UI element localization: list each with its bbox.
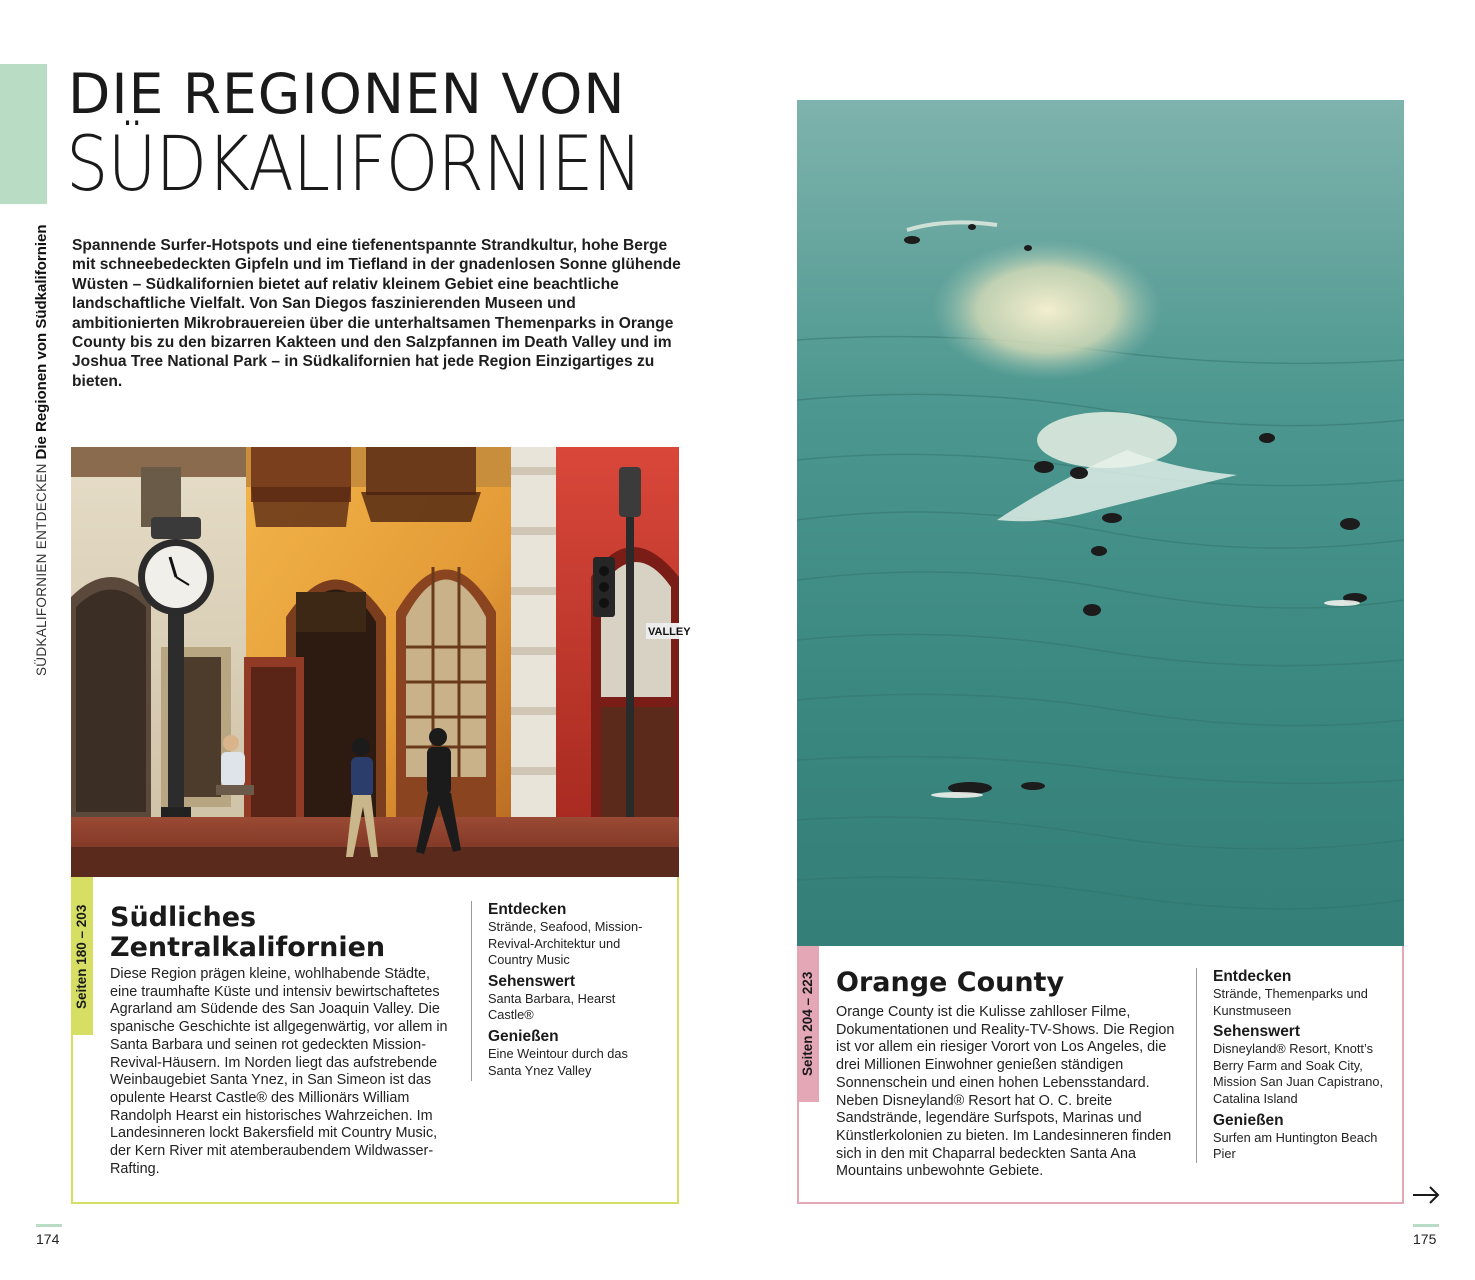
next-page-arrow-icon[interactable]	[1411, 1184, 1441, 1206]
geniessen-heading: Genießen	[1213, 1111, 1284, 1129]
sehenswert-text: Santa Barbara, Hearst Castle®	[488, 990, 616, 1023]
side-running-header	[33, 196, 53, 676]
entdecken-text: Strände, Seafood, Mission-Revival-Architektur und Country Music	[488, 919, 643, 968]
region-description: Diese Region prägen kleine, wohlhabende Städte, eine traumhafte Küste und intensiv bewirtschaftetes Agrarland am Südende des San Joaquin Valley. Die spanische Geschichte ist allgegenwärtig, vor allem in Santa Barbara und seinen rot gedeckten Mission-Revival-Häusern. Im Norden liegt das aufstrebende Weinbaugebiet Santa Ynez, in San Simeon ist das opulente Hearst Castle® des Millionärs William Randolph Hearst ein historisches Wahrzeichen. Im Landesinneren lockt Bakersfield mit Country Music, der Kern River mit atemberaubendem Wildwasser-Rafting.	[110, 966, 448, 1177]
entdecken-heading: Entdecken	[488, 901, 567, 918]
page-number-left: 174	[36, 1224, 59, 1254]
region-card-orange-county	[797, 946, 1404, 1204]
santa-barbara-street-photo	[71, 447, 691, 877]
page-title-line1: DIE REGIONEN VON	[68, 62, 626, 126]
geniessen-text: Surfen am Huntington Beach Pier	[1213, 1129, 1378, 1162]
region-highlights	[1196, 968, 1391, 1163]
region-description: Orange County ist die Kulisse zahlloser Filme, Dokumentationen und Reality-TV-Shows. Die Region ist vor allem ein riesiger Vorort von Los Angeles, die drei Millionen Einwohner genießen ständigen Sonnenschein und einen hohen Lebensstandard. Neben Disneyland® Resort hat O. C. breite Sandstrände, legendäre Surfspots, Marinas und Künstlerkolonien zu bieten. Im Landesinneren finden sich in den mit Chaparral bedeckten Santa Ana Mountains unbewohnte Gebiete.	[836, 1004, 1175, 1180]
region-card-suedliches-zentralkalifornien	[71, 877, 679, 1204]
page-range-label: Seiten 180 – 203	[74, 904, 89, 1009]
section-accent-bar	[0, 64, 47, 204]
region-highlights	[471, 901, 661, 1081]
region-title: Orange County	[836, 967, 1065, 998]
page-title-line2: SÜDKALIFORNIEN	[66, 119, 642, 208]
page-range-label: Seiten 204 – 223	[800, 971, 815, 1076]
street-sign-text: VALLEY	[648, 626, 691, 638]
section-label: SÜDKALIFORNIEN ENTDECKEN	[34, 463, 49, 676]
sehenswert-heading: Sehenswert	[488, 972, 576, 990]
page-range-tab	[797, 946, 819, 1102]
sehenswert-text: Disneyland® Resort, Knott’s Berry Farm and Soak City, Mission San Juan Capistrano, Catalina Island	[1213, 1041, 1384, 1106]
chapter-label: Die Regionen von Südkalifornien	[33, 224, 50, 460]
intro-paragraph: Spannende Surfer-Hotspots und eine tiefenentspannte Strandkultur, hohe Berge mit schneebedeckten Gipfeln und im Tiefland in der gnadenlosen Sonne glühende Wüsten – Südkalifornien bietet auf relativ kleinem Gebiet eine beachtliche landschaftliche Vielfalt. Von San Diegos faszinierenden Museen und ambitionierten Mikrobrauereien über die unterhaltsamen Themenparks in Orange County bis zu den bizarren Kakteen und den Salzpfannen im Death Valley und im Joshua Tree National Park – in Südkalifornien hat jede Region Einzigartiges zu bieten.	[72, 237, 681, 390]
page-range-tab	[71, 877, 93, 1035]
sehenswert-heading: Sehenswert	[1213, 1023, 1301, 1041]
page-number-right: 175	[1413, 1224, 1436, 1254]
geniessen-heading: Genießen	[488, 1027, 559, 1045]
geniessen-text: Eine Weintour durch das Santa Ynez Valley	[488, 1045, 628, 1078]
entdecken-text: Strände, Themenparks und Kunstmuseen	[1213, 986, 1368, 1018]
entdecken-heading: Entdecken	[1213, 968, 1292, 985]
region-title: Südliches Zentralkalifornien	[110, 902, 386, 963]
orange-county-surf-photo	[797, 100, 1404, 946]
